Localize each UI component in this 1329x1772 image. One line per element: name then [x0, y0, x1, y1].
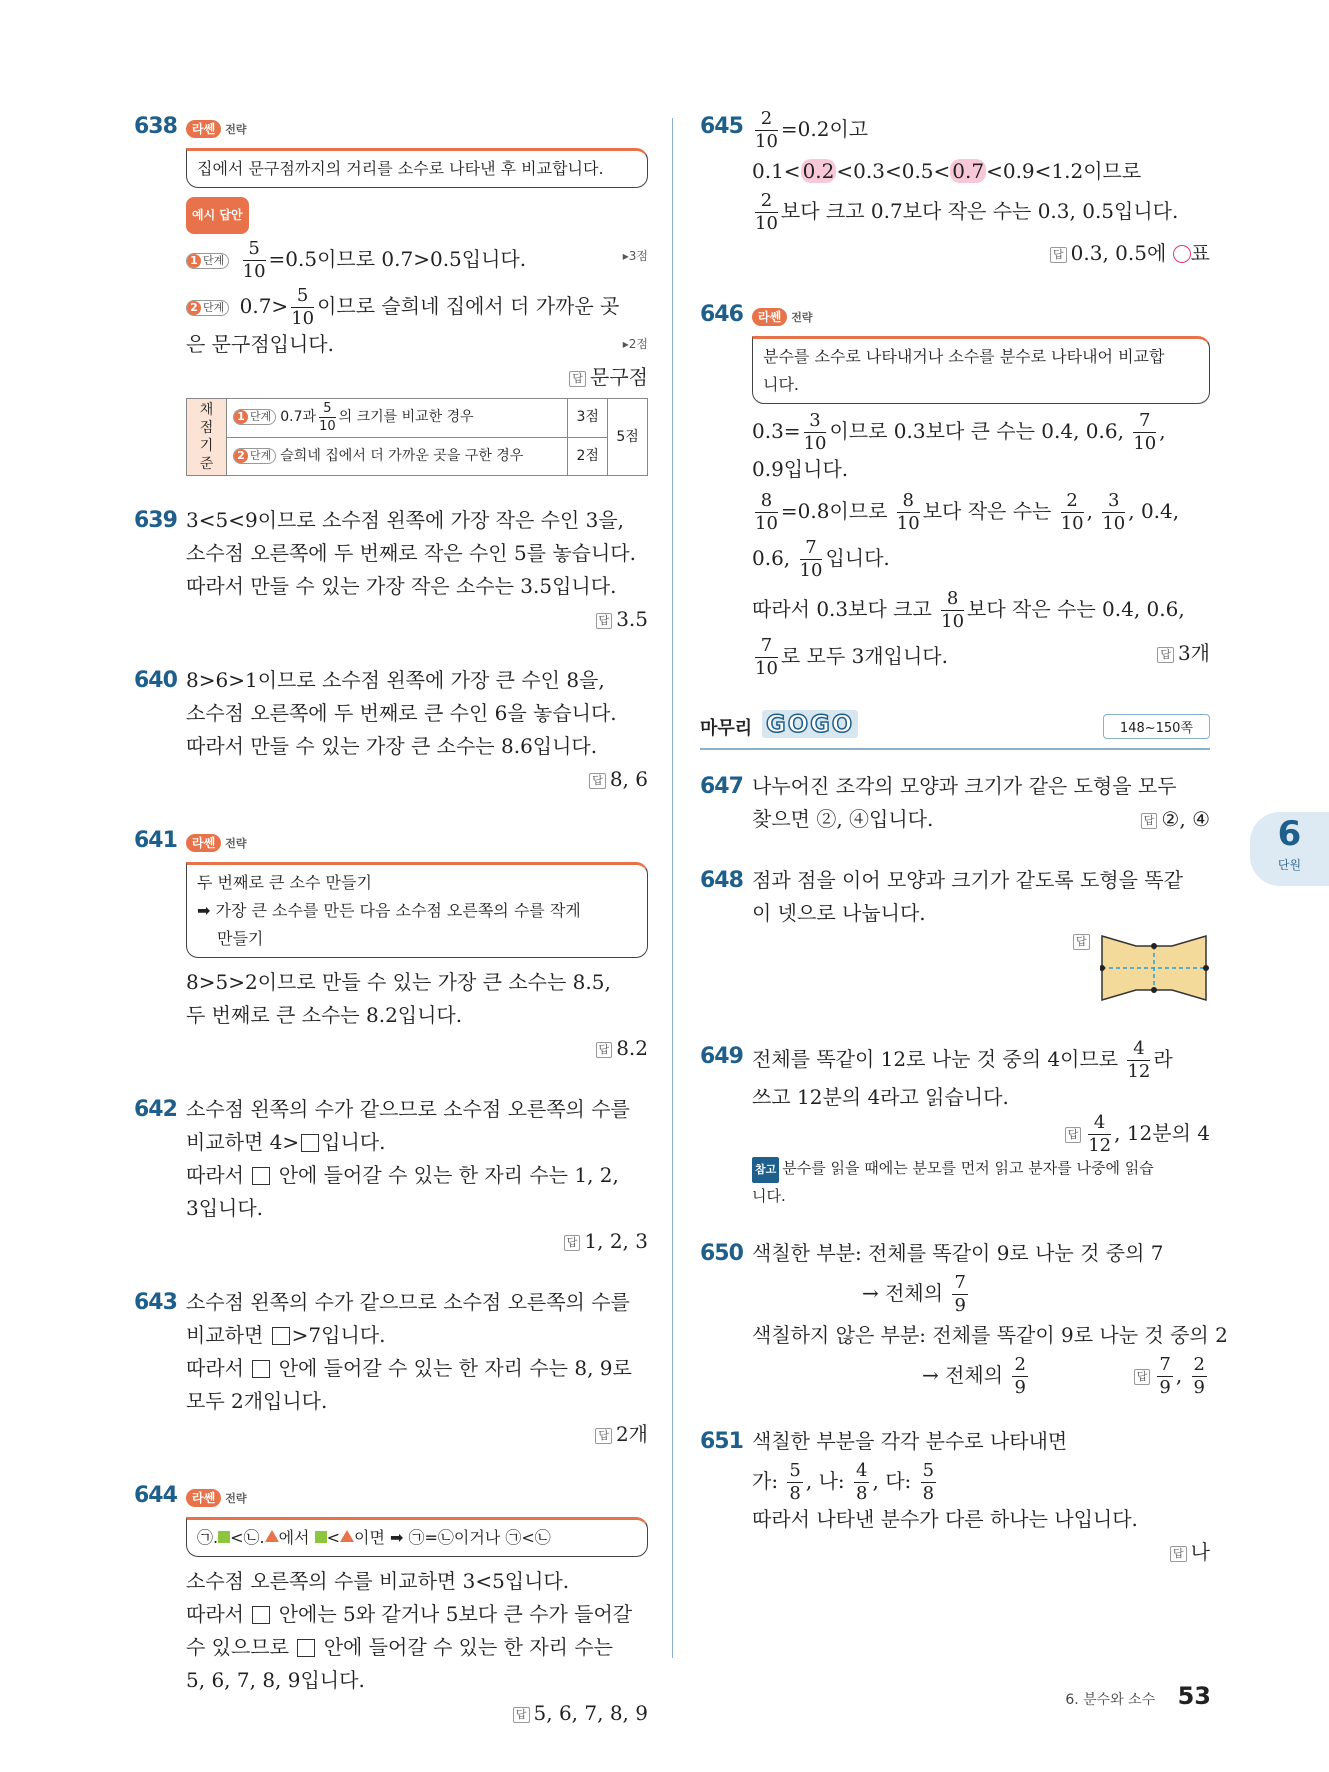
problem-645: 645 $\frac{2}{10}$ =0.2이고 0.1< 0.2 <0.3<0.5< 0.7 <0.9<1.2이므로 $\frac{2}{10}$ 보다 크고 0.7보다 작은 수는 0.3, 0.5입니다. 답 0.3, 0.5에 표: [700, 110, 1210, 270]
strategy-badge: 라쎈: [186, 834, 221, 852]
grading-title: 채점 기준: [187, 399, 227, 476]
unit-number: 6: [1277, 814, 1302, 854]
page-footer: [1065, 1682, 1211, 1710]
problem-639: 639 3<5<9이므로 소수점 왼쪽에 가장 작은 수인 3을, 소수점 오른쪽에 두 번째로 작은 수인 5를 놓습니다. 따라서 만들 수 있는 가장 작은 소수는 3.5입니다. 답 3.5: [134, 504, 648, 636]
blank-box: [301, 1134, 319, 1152]
points: ▸2점: [622, 337, 648, 351]
answer: 답 5, 6, 7, 8, 9: [186, 1697, 648, 1730]
answer: 답 ②, ④: [1141, 803, 1210, 836]
answer: 답 8, 6: [186, 763, 648, 796]
highlight: 0.2: [802, 159, 835, 183]
problem-number: 639: [134, 508, 177, 533]
problem-647: 647 나누어진 조각의 모양과 크기가 같은 도형을 모두 찾으면 ②, ④입니다. 답 ②, ④: [700, 770, 1210, 836]
problem-643: 643 소수점 왼쪽의 수가 같으므로 소수점 오른쪽의 수를 비교하면 >7입니다. 따라서 안에 들어갈 수 있는 한 자리 수는 8, 9로 모두 2개입니다. 답 2개: [134, 1286, 648, 1451]
problem-number: 646: [700, 302, 743, 327]
problem-number: 640: [134, 668, 177, 693]
step-1: 1 단계 $\frac{5}{10}$ =0.5이므로 0.7>0.5입니다. ▸3점: [186, 240, 648, 281]
problem-651: 651 색칠한 부분을 각각 분수로 나타내면 가: $\frac{5}{8}$ , 나: $\frac{4}{8}$ , 다: $\frac{5}{8}$ 따라서 나타낸 분수가 다른 하나는 나입니다. 답 나: [700, 1425, 1210, 1569]
section-logo: GOGO: [762, 710, 858, 738]
reference-note: 참고 분수를 읽을 때에는 분모를 먼저 읽고 분자를 나중에 읽습 니다.: [752, 1159, 1154, 1205]
problem-650: 650 색칠한 부분: 전체를 똑같이 9로 나눈 것 중의 7 → 전체의 $\frac{7}{9}$ 색칠하지 않은 부분: 전체를 똑같이 9로 나눈 것 중의 2 → 전체의 $\frac{2}{9}$ 답 $\frac{7}{9}$ , $\frac{2}{9}$: [700, 1237, 1210, 1397]
unit-tab: [1250, 812, 1329, 886]
strategy-badge: 라쎈: [186, 120, 221, 138]
problem-646: 646 라쎈 전략 분수를 소수로 나타내거나 소수를 분수로 나타내어 비교합 니다. 0.3= $\frac{3}{10}$ 이므로 0.3보다 큰 수는 0.4, 0.6, $\frac{7}{10}$ , 0.9입니다. $\frac{8}{10}$ =0.8이므로 $\frac{8}{10}$ 보다 작은 수는 $\frac{2}{10}$ , $\frac{3}{10}$ , 0.4, 0.6, $\frac{7}{10}$ 입니다. 따라서 0.3보다 크고 $\frac{8}{10}$ 보다 작은 수는 0.4, 0.6, $\frac{7}{10}$ 로 모두 3개입니다. 답 3개: [700, 298, 1210, 678]
problem-number: 650: [700, 1241, 743, 1266]
left-column: [134, 110, 648, 1758]
problem-number: 648: [700, 868, 743, 893]
right-column: [700, 108, 1228, 1597]
problem-number: 642: [134, 1097, 177, 1122]
section-header: [700, 706, 1210, 750]
fraction: $\frac{5}{10}$: [242, 238, 266, 282]
answer: 답 3.5: [186, 603, 648, 636]
example-answer-badge: 예시 답안: [186, 197, 249, 234]
problem-648: 648 점과 점을 이어 모양과 크기가 같도록 도형을 똑같 이 넷으로 나눕니다. 답: [700, 864, 1210, 1012]
step-2: 2 단계 0.7> $\frac{5}{10}$ 이므로 슬희네 집에서 더 가까운 곳: [186, 287, 648, 328]
strategy-box: ㉠. <㉡. 에서 < 이면 ➡ ㉠=㉡이거나 ㉠<㉡: [186, 1517, 648, 1557]
points: ▸3점: [622, 249, 648, 263]
green-square-icon: [218, 1531, 230, 1543]
answer: 답 3개: [1157, 637, 1210, 670]
problem-649: 649 전체를 똑같이 12로 나눈 것 중의 4이므로 $\frac{4}{12}$ 라 쓰고 12분의 4라고 읽습니다. 답 $\frac{4}{12}$ , 12분의 4 참고 분수를 읽을 때에는 분모를 먼저 읽고 분자를 나중에 읽습 니다.: [700, 1040, 1210, 1209]
answer: 답 문구점: [186, 361, 648, 394]
circle-mark-icon: [1173, 245, 1191, 263]
bowtie-figure: [1100, 934, 1210, 1002]
orange-triangle-icon: [340, 1530, 354, 1542]
blank-box: [252, 1167, 270, 1185]
highlight: 0.7: [952, 159, 985, 183]
problem-number: 638: [134, 114, 177, 139]
blank-box: [252, 1360, 270, 1378]
step-1-label: 1 단계: [186, 253, 229, 269]
strategy-badge: 라쎈: [186, 1489, 221, 1507]
problem-641: 641 라쎈 전략 두 번째로 큰 소수 만들기 ➡ 가장 큰 소수를 만든 다음 소수점 오른쪽의 수를 작게 만들기 8>5>2이므로 만들 수 있는 가장 큰 소수는 8.5, 두 번째로 큰 소수는 8.2입니다. 답 8.2: [134, 824, 648, 1065]
answer: 답 $\frac{7}{9}$ , $\frac{2}{9}$: [1134, 1356, 1210, 1397]
fraction: $\frac{5}{10}$: [291, 285, 315, 329]
unit-label: 단원: [1277, 858, 1302, 872]
section-title: 마무리: [700, 718, 753, 739]
strategy-box: 두 번째로 큰 소수 만들기 ➡ 가장 큰 소수를 만든 다음 소수점 오른쪽의 수를 작게 만들기: [186, 862, 648, 958]
problem-642: 642 소수점 왼쪽의 수가 같으므로 소수점 오른쪽의 수를 비교하면 4> 입니다. 따라서 안에 들어갈 수 있는 한 자리 수는 1, 2, 3입니다. 답 1, 2, 3: [134, 1093, 648, 1258]
answer: 답 나: [752, 1536, 1210, 1569]
section-pages: 148~150쪽: [1103, 714, 1210, 739]
problem-number: 644: [134, 1483, 177, 1508]
answer: 답: [752, 934, 1210, 1012]
strategy-box: 분수를 소수로 나타내거나 소수를 분수로 나타내어 비교합 니다.: [752, 336, 1210, 404]
problem-644: 644 라쎈 전략 ㉠. <㉡. 에서 < 이면 ➡ ㉠=㉡이거나 ㉠<㉡ 소수점 오른쪽의 수를 비교하면 3<5입니다. 따라서 안에는 5와 같거나 5보다 큰 수가 들어갈 수 있으므로 안에 들어갈 수 있는 한 자리 수는 5, 6, 7, 8, 9입니다. 답 5, 6, 7, 8, 9: [134, 1479, 648, 1730]
problem-number: 647: [700, 774, 743, 799]
problem-638: [134, 110, 648, 476]
answer: 답 8.2: [186, 1032, 648, 1065]
answer: 답 $\frac{4}{12}$ , 12분의 4: [752, 1114, 1210, 1155]
column-divider: [672, 118, 673, 1658]
step-2-label: 2 단계: [186, 300, 229, 316]
page-number: 53: [1177, 1682, 1211, 1710]
total-points: 5점: [608, 399, 648, 476]
problem-number: 645: [700, 114, 743, 139]
orange-triangle-icon: [265, 1530, 279, 1542]
answer: 답 0.3, 0.5에 표: [752, 237, 1210, 270]
strategy-label: 전략: [225, 123, 247, 136]
blank-box: [272, 1327, 290, 1345]
strategy-badge: 라쎈: [752, 308, 787, 326]
green-square-icon: [315, 1531, 327, 1543]
grading-table: 채점 기준 1 단계 0.7과 $\frac{5}{10}$ 의 크기를 비교한 경우 3점 5점 2 단계 슬희네 집에서 더 가까운 곳을 구한 경우 2점: [186, 398, 648, 476]
chapter-title: 6. 분수와 소수: [1065, 1692, 1156, 1708]
strategy-box: 집에서 문구점까지의 거리를 소수로 나타낸 후 비교합니다.: [186, 148, 648, 188]
answer: 답 2개: [186, 1418, 648, 1451]
problem-number: 643: [134, 1290, 177, 1315]
problem-number: 649: [700, 1044, 743, 1069]
problem-number: 641: [134, 828, 177, 853]
blank-box: [252, 1606, 270, 1624]
step-2-cont: 은 문구점입니다. ▸2점: [186, 328, 648, 361]
problem-number: 651: [700, 1429, 743, 1454]
blank-box: [297, 1639, 315, 1657]
answer: 답 1, 2, 3: [186, 1225, 648, 1258]
problem-640: 640 8>6>1이므로 소수점 왼쪽에 가장 큰 수인 8을, 소수점 오른쪽에 두 번째로 큰 수인 6을 놓습니다. 따라서 만들 수 있는 가장 큰 소수는 8.6입니다. 답 8, 6: [134, 664, 648, 796]
